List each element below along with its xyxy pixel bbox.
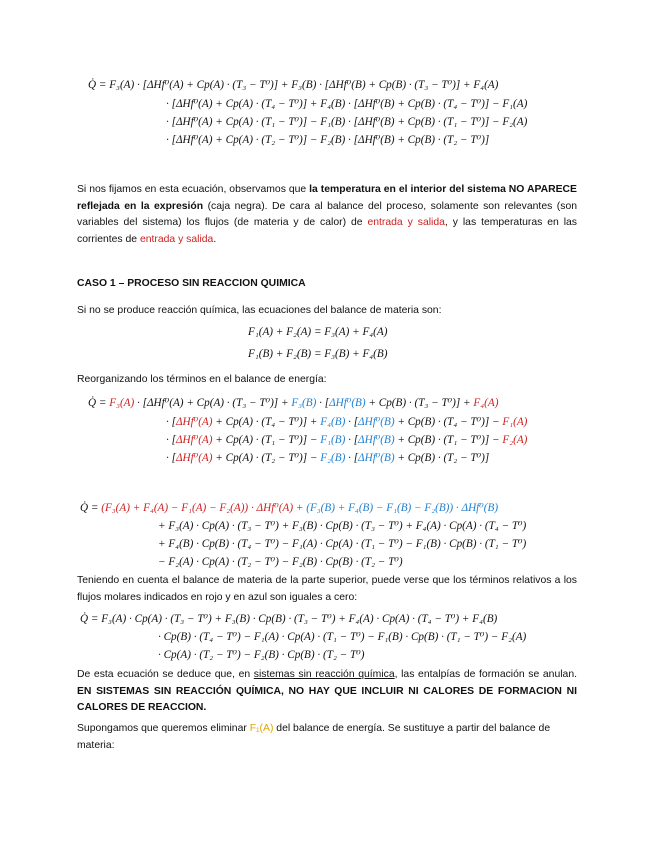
energy-balance-eq-line-4: · [ΔHf⁰(A) + Cp(A) · (T₂ − T⁰)] − F₂(B) · [ΔHf⁰(B) + Cp(B) · (T₂ − T⁰)]: [166, 134, 490, 146]
grouped-eq-line-4: − F₂(A) · Cp(A) · (T₂ − T⁰) − F₂(B) · Cp(B) · (T₂ − T⁰): [158, 556, 403, 568]
text: · [: [345, 416, 359, 428]
blue-term: F₁(B): [320, 434, 346, 446]
text: · [: [345, 452, 359, 464]
text: · [: [166, 416, 176, 428]
grouped-eq-line-3: + F₄(B) · Cp(B) · (T₄ − T⁰) − F₁(A) · Cp(A) · (T₁ − T⁰) − F₁(B) · Cp(B) · (T₁ − T⁰): [158, 538, 527, 550]
red-text: entrada y salida: [139, 233, 214, 245]
red-term: F₁(A): [502, 416, 528, 428]
text: + Cp(B) · (T₄ − T⁰)] −: [394, 416, 503, 428]
text: + Cp(B) · (T₃ − T⁰)] +: [365, 397, 474, 409]
substitution-paragraph: [77, 721, 577, 754]
mass-balance-b: F₁(B) + F₂(B) = F₃(B) + F₄(B): [248, 348, 388, 360]
red-text: entrada y salida: [367, 217, 445, 229]
text: · [ΔHf⁰(A) + Cp(A) · (T₃ − T⁰)] +: [134, 397, 292, 409]
bold-text: EN SISTEMAS SIN REACCIÓN QUÍMICA, NO HAY QUE INCLUIR NI CALORES DE FORMACION NI CALORES DE REACCION.: [77, 685, 577, 714]
text: · [: [166, 434, 176, 446]
reorganizing-text: Reorganizando los términos en el balance de energía:: [77, 374, 327, 385]
underlined-text: sistemas sin reacción química: [253, 669, 395, 680]
text: De esta ecuación se deduce que, en: [77, 669, 254, 680]
energy-balance-eq-line-2: · [ΔHf⁰(A) + Cp(A) · (T₄ − T⁰)] + F₄(B) · [ΔHf⁰(B) + Cp(B) · (T₄ − T⁰)] − F₁(A): [166, 98, 528, 110]
text: del balance de energía. Se sustituye a partir del balance de materia:: [77, 723, 551, 751]
colored-eq-line-2: [166, 415, 527, 428]
grouped-eq-line-1: [80, 501, 498, 514]
text: Q̇ =: [88, 397, 110, 409]
gold-term: F₁(A): [249, 723, 274, 734]
text: · [: [316, 397, 330, 409]
simplified-eq-line-2: · Cp(B) · (T₄ − T⁰) − F₁(A) · Cp(A) · (T₁ − T⁰) − F₁(B) · Cp(B) · (T₁ − T⁰) − F₂(A): [158, 631, 527, 643]
bold-text: la temperatura en el interior del sistema NO APARECE reflejada en la expresión: [77, 184, 577, 212]
red-term: ΔHf⁰(A): [175, 416, 213, 428]
text: (caja negra). De cara al balance del proceso, solamente son relevantes (son variables del sistema) los flujos (de materia y de calor) de: [77, 200, 578, 229]
mass-balance-intro: Si no se produce reacción química, las ecuaciones del balance de materia son:: [77, 305, 442, 316]
text: , y las temperaturas en las corrientes de: [77, 217, 578, 245]
simplified-eq-line-3: · Cp(A) · (T₂ − T⁰) − F₂(B) · Cp(B) · (T₂ − T⁰): [158, 649, 365, 661]
case-1-heading: CASO 1 – PROCESO SIN REACCION QUIMICA: [77, 278, 306, 289]
red-term: ΔHf⁰(A): [175, 434, 213, 446]
mass-balance-a: F₁(A) + F₂(A) = F₃(A) + F₄(A): [248, 326, 388, 338]
red-blue-zero-paragraph: Teniendo en cuenta el balance de materia de la parte superior, puede verse que los términos relativos a los flujos molares indicados en rojo y en azul son iguales a cero:: [77, 575, 577, 603]
blue-term: F₂(B): [320, 452, 346, 464]
text: + Cp(B) · (T₁ − T⁰)] −: [394, 434, 503, 446]
blue-term: F₃(B): [291, 397, 317, 409]
text: Supongamos que queremos eliminar: [77, 723, 250, 734]
energy-balance-eq-line-1: Q̇ = F₃(A) · [ΔHf⁰(A) + Cp(A) · (T₃ − T⁰)] + F₃(B) · [ΔHf⁰(B) + Cp(B) · (T₃ − T⁰)] + F₄(A): [88, 79, 499, 91]
text: , las entalpías de formación se anulan.: [394, 669, 577, 680]
blue-term: ΔHf⁰(B): [358, 452, 395, 464]
red-term: F₄(A): [473, 397, 499, 409]
colored-eq-line-3: [166, 433, 527, 446]
red-term: · ΔHf⁰(A) +: [248, 502, 307, 514]
red-term: ΔHf⁰(A): [175, 452, 213, 464]
text: + Cp(A) · (T₄ − T⁰)] +: [212, 416, 321, 428]
energy-balance-eq-line-3: · [ΔHf⁰(A) + Cp(A) · (T₁ − T⁰)] − F₁(B) · [ΔHf⁰(B) + Cp(B) · (T₁ − T⁰)] − F₂(A): [166, 116, 528, 128]
blue-term: ΔHf⁰(B): [358, 416, 395, 428]
text: + Cp(B) · (T₂ − T⁰)]: [394, 452, 490, 464]
text: + Cp(A) · (T₁ − T⁰)] −: [212, 434, 321, 446]
red-group: (F₃(A) + F₄(A) − F₁(A) − F₂(A)): [101, 502, 249, 514]
text: .: [213, 233, 217, 245]
black-box-paragraph: [77, 182, 577, 248]
conclusion-paragraph: [77, 667, 577, 717]
text: · [: [166, 452, 176, 464]
text: Si nos fijamos en esta ecuación, observamos que: [77, 184, 310, 195]
simplified-eq-line-1: Q̇ = F₃(A) · Cp(A) · (T₃ − T⁰) + F₃(B) · Cp(B) · (T₃ − T⁰) + F₄(A) · Cp(A) · (T₄ − T⁰) + F₄(B): [80, 613, 498, 625]
blue-group: (F₃(B) + F₄(B) − F₁(B) − F₂(B)) · ΔHf⁰(B): [306, 502, 499, 514]
red-term: F₃(A): [109, 397, 135, 409]
red-term: F₂(A): [502, 434, 528, 446]
blue-term: ΔHf⁰(B): [329, 397, 366, 409]
text: · [: [345, 434, 359, 446]
colored-eq-line-4: [166, 451, 489, 464]
blue-term: F₄(B): [320, 416, 346, 428]
blue-term: ΔHf⁰(B): [358, 434, 395, 446]
colored-eq-line-1: [88, 396, 498, 409]
text: + Cp(A) · (T₂ − T⁰)] −: [212, 452, 321, 464]
text: Q̇ =: [80, 502, 102, 514]
grouped-eq-line-2: + F₃(A) · Cp(A) · (T₃ − T⁰) + F₃(B) · Cp(B) · (T₃ − T⁰) + F₄(A) · Cp(A) · (T₄ − T⁰): [158, 520, 527, 532]
